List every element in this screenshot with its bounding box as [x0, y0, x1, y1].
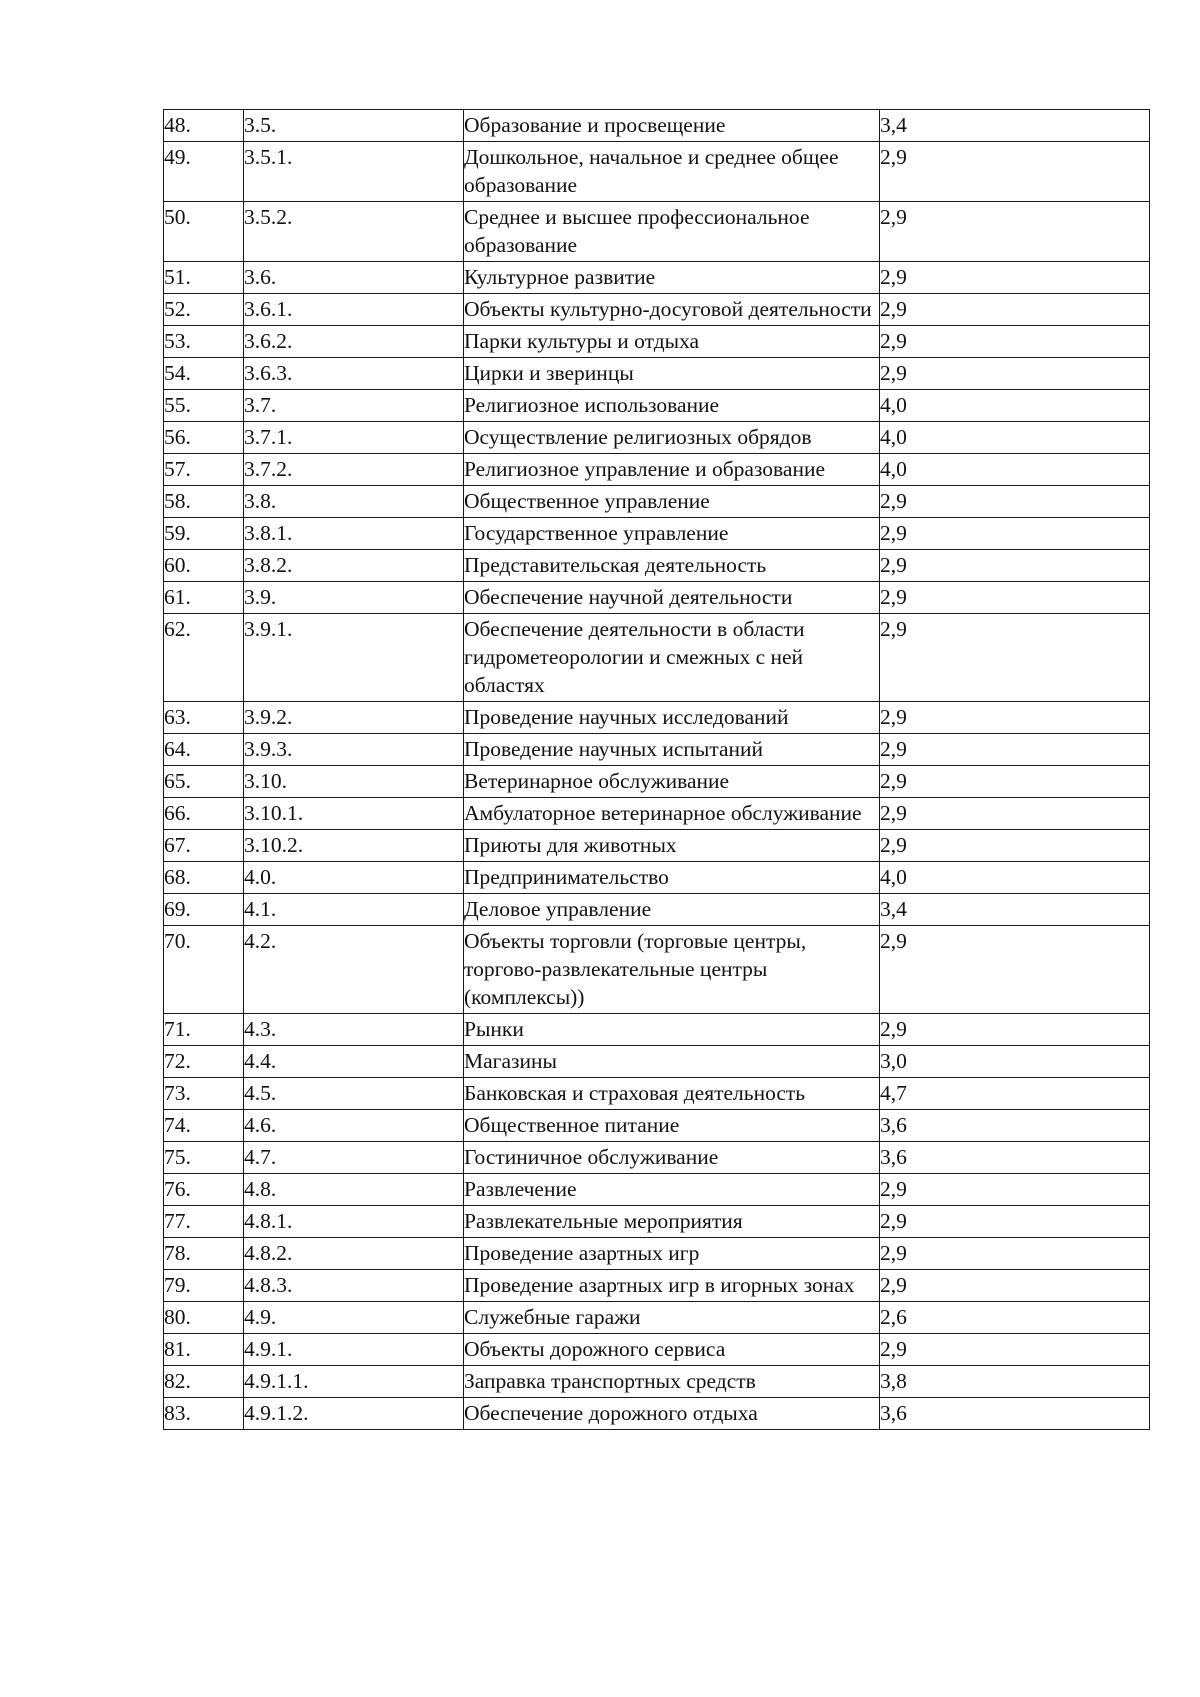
row-name: Деловое управление	[464, 894, 880, 926]
row-name: Приюты для животных	[464, 830, 880, 862]
row-name: Общественное управление	[464, 486, 880, 518]
row-code: 4.8.2.	[244, 1238, 464, 1270]
row-value: 2,9	[880, 1334, 1150, 1366]
table-row	[164, 862, 1150, 894]
row-code: 3.5.	[244, 110, 464, 142]
row-name: Проведение научных испытаний	[464, 734, 880, 766]
row-value: 2,9	[880, 766, 1150, 798]
row-name: Культурное развитие	[464, 262, 880, 294]
row-value: 4,0	[880, 862, 1150, 894]
row-code: 3.6.2.	[244, 326, 464, 358]
row-name: Государственное управление	[464, 518, 880, 550]
row-number: 56.	[164, 422, 244, 454]
row-number: 55.	[164, 390, 244, 422]
row-code: 4.7.	[244, 1142, 464, 1174]
table-row	[164, 262, 1150, 294]
row-number: 75.	[164, 1142, 244, 1174]
row-name: Проведение научных исследований	[464, 702, 880, 734]
row-number: 60.	[164, 550, 244, 582]
row-value: 2,9	[880, 702, 1150, 734]
row-value: 2,9	[880, 926, 1150, 1014]
row-name: Дошкольное, начальное и среднее общее образование	[464, 142, 880, 202]
row-value: 2,9	[880, 614, 1150, 702]
row-number: 77.	[164, 1206, 244, 1238]
table-row	[164, 1366, 1150, 1398]
table-row	[164, 798, 1150, 830]
row-name: Служебные гаражи	[464, 1302, 880, 1334]
row-code: 3.8.1.	[244, 518, 464, 550]
table-row	[164, 766, 1150, 798]
table-row	[164, 1398, 1150, 1430]
row-code: 3.7.2.	[244, 454, 464, 486]
row-code: 3.7.1.	[244, 422, 464, 454]
table-row	[164, 390, 1150, 422]
table-row	[164, 1046, 1150, 1078]
row-value: 2,9	[880, 358, 1150, 390]
row-code: 3.9.3.	[244, 734, 464, 766]
row-number: 54.	[164, 358, 244, 390]
row-name: Банковская и страховая деятельность	[464, 1078, 880, 1110]
row-value: 2,9	[880, 1206, 1150, 1238]
row-value: 3,6	[880, 1110, 1150, 1142]
row-name: Обеспечение научной деятельности	[464, 582, 880, 614]
row-value: 4,7	[880, 1078, 1150, 1110]
row-number: 73.	[164, 1078, 244, 1110]
table-row	[164, 326, 1150, 358]
row-code: 4.5.	[244, 1078, 464, 1110]
row-number: 63.	[164, 702, 244, 734]
row-code: 4.6.	[244, 1110, 464, 1142]
row-number: 57.	[164, 454, 244, 486]
table-row	[164, 550, 1150, 582]
row-number: 51.	[164, 262, 244, 294]
row-value: 4,0	[880, 390, 1150, 422]
table-row	[164, 1334, 1150, 1366]
row-code: 3.5.1.	[244, 142, 464, 202]
row-value: 2,9	[880, 550, 1150, 582]
table-row	[164, 518, 1150, 550]
row-number: 52.	[164, 294, 244, 326]
row-value: 4,0	[880, 454, 1150, 486]
row-code: 3.6.	[244, 262, 464, 294]
row-code: 3.10.1.	[244, 798, 464, 830]
row-code: 3.8.2.	[244, 550, 464, 582]
row-number: 64.	[164, 734, 244, 766]
row-name: Рынки	[464, 1014, 880, 1046]
row-code: 4.1.	[244, 894, 464, 926]
row-value: 2,9	[880, 142, 1150, 202]
row-code: 3.9.1.	[244, 614, 464, 702]
table-row	[164, 926, 1150, 1014]
row-number: 82.	[164, 1366, 244, 1398]
table-row	[164, 1110, 1150, 1142]
row-code: 4.4.	[244, 1046, 464, 1078]
row-code: 3.6.1.	[244, 294, 464, 326]
table-row	[164, 1142, 1150, 1174]
row-number: 74.	[164, 1110, 244, 1142]
row-name: Амбулаторное ветеринарное обслуживание	[464, 798, 880, 830]
row-name: Парки культуры и отдыха	[464, 326, 880, 358]
row-value: 4,0	[880, 422, 1150, 454]
row-value: 3,4	[880, 894, 1150, 926]
row-name: Объекты торговли (торговые центры, торгово-развлекательные центры (комплексы))	[464, 926, 880, 1014]
row-number: 58.	[164, 486, 244, 518]
row-number: 49.	[164, 142, 244, 202]
row-code: 3.7.	[244, 390, 464, 422]
row-value: 3,8	[880, 1366, 1150, 1398]
row-number: 79.	[164, 1270, 244, 1302]
row-name: Ветеринарное обслуживание	[464, 766, 880, 798]
row-name: Обеспечение деятельности в области гидрометеорологии и смежных с ней областях	[464, 614, 880, 702]
table-row	[164, 202, 1150, 262]
row-code: 4.0.	[244, 862, 464, 894]
row-value: 2,9	[880, 518, 1150, 550]
row-code: 4.9.	[244, 1302, 464, 1334]
row-name: Заправка транспортных средств	[464, 1366, 880, 1398]
row-value: 2,9	[880, 326, 1150, 358]
row-number: 53.	[164, 326, 244, 358]
table-row	[164, 422, 1150, 454]
row-number: 72.	[164, 1046, 244, 1078]
row-name: Среднее и высшее профессиональное образование	[464, 202, 880, 262]
row-value: 2,9	[880, 294, 1150, 326]
row-name: Осуществление религиозных обрядов	[464, 422, 880, 454]
table-row	[164, 1238, 1150, 1270]
row-name: Магазины	[464, 1046, 880, 1078]
table-row	[164, 110, 1150, 142]
row-value: 3,6	[880, 1142, 1150, 1174]
row-code: 4.2.	[244, 926, 464, 1014]
row-value: 2,9	[880, 1014, 1150, 1046]
row-code: 4.8.	[244, 1174, 464, 1206]
row-number: 68.	[164, 862, 244, 894]
row-number: 62.	[164, 614, 244, 702]
row-name: Образование и просвещение	[464, 110, 880, 142]
row-code: 3.8.	[244, 486, 464, 518]
row-name: Объекты дорожного сервиса	[464, 1334, 880, 1366]
row-number: 66.	[164, 798, 244, 830]
row-name: Объекты культурно-досуговой деятельности	[464, 294, 880, 326]
row-value: 2,9	[880, 582, 1150, 614]
table-row	[164, 1270, 1150, 1302]
row-name: Цирки и зверинцы	[464, 358, 880, 390]
row-number: 59.	[164, 518, 244, 550]
row-code: 4.3.	[244, 1014, 464, 1046]
row-number: 81.	[164, 1334, 244, 1366]
row-number: 65.	[164, 766, 244, 798]
row-value: 3,4	[880, 110, 1150, 142]
row-name: Религиозное управление и образование	[464, 454, 880, 486]
table-row	[164, 1014, 1150, 1046]
row-number: 76.	[164, 1174, 244, 1206]
table-row	[164, 1206, 1150, 1238]
row-number: 80.	[164, 1302, 244, 1334]
row-code: 3.5.2.	[244, 202, 464, 262]
table-row	[164, 1174, 1150, 1206]
row-number: 50.	[164, 202, 244, 262]
row-value: 2,9	[880, 202, 1150, 262]
table-row	[164, 486, 1150, 518]
row-code: 4.8.1.	[244, 1206, 464, 1238]
row-name: Гостиничное обслуживание	[464, 1142, 880, 1174]
row-code: 4.9.1.1.	[244, 1366, 464, 1398]
row-value: 2,9	[880, 486, 1150, 518]
row-name: Проведение азартных игр в игорных зонах	[464, 1270, 880, 1302]
table-row	[164, 1078, 1150, 1110]
land-use-coefficient-table	[163, 109, 1150, 1430]
row-name: Представительская деятельность	[464, 550, 880, 582]
row-value: 2,9	[880, 830, 1150, 862]
row-value: 2,9	[880, 1174, 1150, 1206]
row-value: 2,9	[880, 1270, 1150, 1302]
row-name: Общественное питание	[464, 1110, 880, 1142]
row-code: 4.9.1.2.	[244, 1398, 464, 1430]
table-row	[164, 358, 1150, 390]
row-value: 2,9	[880, 798, 1150, 830]
table-row	[164, 830, 1150, 862]
row-value: 2,9	[880, 734, 1150, 766]
row-value: 2,9	[880, 262, 1150, 294]
row-number: 70.	[164, 926, 244, 1014]
row-name: Развлечение	[464, 1174, 880, 1206]
row-number: 71.	[164, 1014, 244, 1046]
table-row	[164, 614, 1150, 702]
row-code: 3.9.2.	[244, 702, 464, 734]
row-number: 69.	[164, 894, 244, 926]
row-code: 3.10.	[244, 766, 464, 798]
row-code: 4.8.3.	[244, 1270, 464, 1302]
table-body	[164, 110, 1150, 1430]
row-code: 3.9.	[244, 582, 464, 614]
table-row	[164, 894, 1150, 926]
table-row	[164, 294, 1150, 326]
row-number: 83.	[164, 1398, 244, 1430]
row-number: 67.	[164, 830, 244, 862]
table-row	[164, 582, 1150, 614]
row-name: Обеспечение дорожного отдыха	[464, 1398, 880, 1430]
table-row	[164, 1302, 1150, 1334]
table-row	[164, 734, 1150, 766]
row-value: 2,9	[880, 1238, 1150, 1270]
row-value: 3,6	[880, 1398, 1150, 1430]
row-number: 78.	[164, 1238, 244, 1270]
row-code: 3.6.3.	[244, 358, 464, 390]
row-name: Развлекательные мероприятия	[464, 1206, 880, 1238]
row-number: 61.	[164, 582, 244, 614]
table-row	[164, 702, 1150, 734]
row-code: 4.9.1.	[244, 1334, 464, 1366]
table-row	[164, 142, 1150, 202]
row-number: 48.	[164, 110, 244, 142]
row-name: Проведение азартных игр	[464, 1238, 880, 1270]
row-value: 2,6	[880, 1302, 1150, 1334]
row-value: 3,0	[880, 1046, 1150, 1078]
row-code: 3.10.2.	[244, 830, 464, 862]
row-name: Религиозное использование	[464, 390, 880, 422]
table-row	[164, 454, 1150, 486]
row-name: Предпринимательство	[464, 862, 880, 894]
